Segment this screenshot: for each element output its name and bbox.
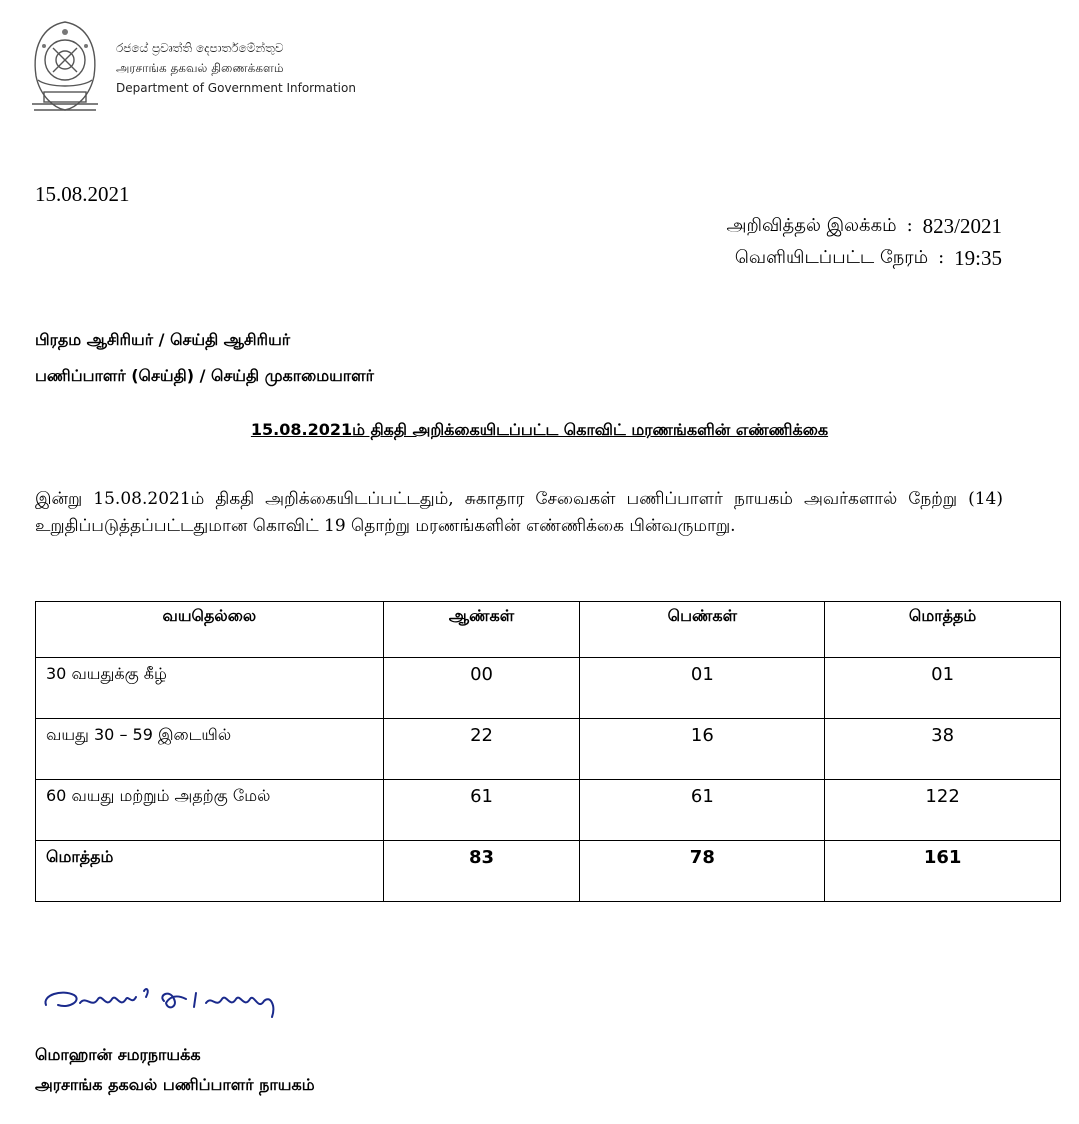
total-male: 83 <box>383 841 580 902</box>
cell-female: 61 <box>580 780 825 841</box>
table-row <box>36 719 1061 780</box>
total-all: 161 <box>825 841 1061 902</box>
release-time-label: வெளியிடப்பட்ட நேரம் <box>734 247 929 268</box>
cell-male: 00 <box>383 658 580 719</box>
addressee-line-1: பிரதம ஆசிரியர் / செய்தி ஆசிரியர் <box>35 330 291 349</box>
document-date: 15.08.2021 <box>35 182 130 206</box>
notice-number-value: 823/2021 <box>922 214 1002 238</box>
table-header-row <box>36 602 1061 658</box>
org-name-sinhala: රජයේ ප්‍රවෘත්ති දෙපාර්තමේන්තුව <box>116 41 284 55</box>
col-header-total: மொத்தம் <box>825 602 1061 658</box>
deaths-table <box>35 601 1061 902</box>
cell-male: 61 <box>383 780 580 841</box>
notice-number-label: அறிவித்தல் இலக்கம் <box>726 215 897 236</box>
col-header-female: பெண்கள் <box>580 602 825 658</box>
cell-total: 01 <box>825 658 1061 719</box>
signer-title: அரசாங்க தகவல் பணிப்பாளர் நாயகம் <box>35 1075 315 1094</box>
cell-female: 01 <box>580 658 825 719</box>
cell-total: 38 <box>825 719 1061 780</box>
handwritten-signature <box>40 985 330 1045</box>
total-label: மொத்தம் <box>36 841 384 902</box>
org-name-english: Department of Government Information <box>116 81 356 95</box>
signer-block <box>35 1040 315 1100</box>
notice-meta: அறிவித்தல் இலக்கம் : 823/2021 வெளியிடப்பட்ட நேரம் : 19:35 <box>727 210 1002 274</box>
organization-name <box>116 38 356 98</box>
row-label: வயது 30 – 59 இடையில் <box>36 719 384 780</box>
col-header-age-range: வயதெல்லை <box>36 602 384 658</box>
total-female: 78 <box>580 841 825 902</box>
table-row <box>36 658 1061 719</box>
addressee-line-2: பணிப்பாளர் (செய்தி) / செய்தி முகாமையாளர் <box>35 366 374 385</box>
signer-name: மொஹான் சமரநாயக்க <box>35 1045 201 1064</box>
document-heading: 15.08.2021ம் திகதி அறிக்கையிடப்பட்ட கொவிட் மரணங்களின் எண்ணிக்கை <box>250 420 829 439</box>
cell-male: 22 <box>383 719 580 780</box>
table-total-row <box>36 841 1061 902</box>
row-label: 30 வயதுக்கு கீழ் <box>36 658 384 719</box>
release-time-value: 19:35 <box>954 246 1002 270</box>
org-name-tamil: அரசாங்க தகவல் திணைக்களம் <box>116 61 284 75</box>
addressee-block <box>35 322 374 394</box>
emblem-logo <box>24 18 106 116</box>
cell-female: 16 <box>580 719 825 780</box>
cell-total: 122 <box>825 780 1061 841</box>
col-header-male: ஆண்கள் <box>383 602 580 658</box>
table-row <box>36 780 1061 841</box>
intro-paragraph: இன்று 15.08.2021ம் திகதி அறிக்கையிடப்பட்டதும், சுகாதார சேவைகள் பணிப்பாளர் நாயகம் அவர்களால் நேற்று (14) உறுதிப்படுத்தப்பட்டதுமான கொவிட் 19 தொற்று மரணங்களின் எண்ணிக்கை பின்வருமாறு. <box>35 489 1003 536</box>
row-label: 60 வயது மற்றும் அதற்கு மேல் <box>36 780 384 841</box>
